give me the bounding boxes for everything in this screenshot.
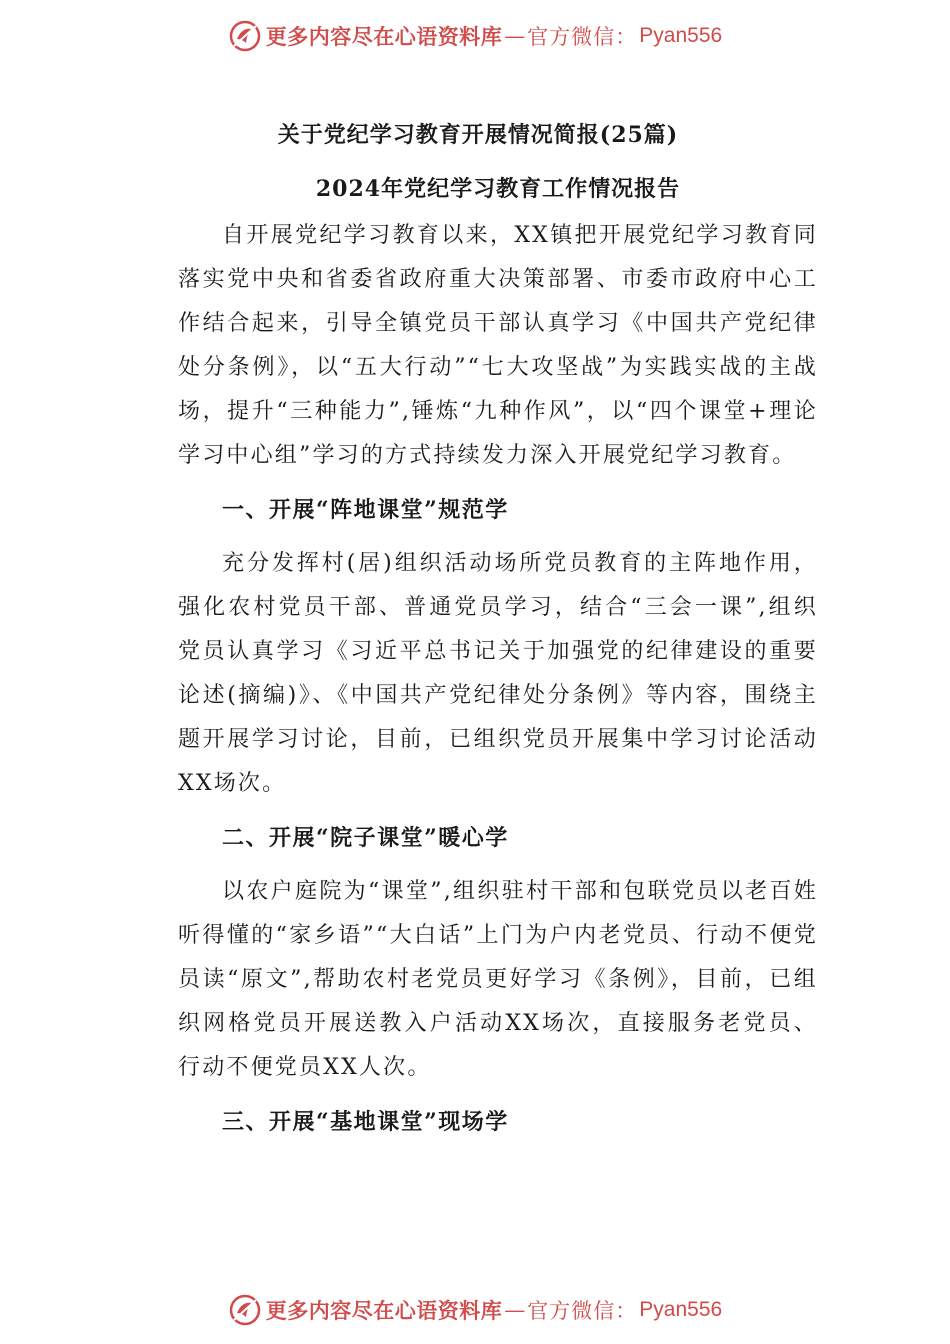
watermark-wechat-label: 官方微信： bbox=[527, 1299, 638, 1323]
section-heading-1: 一、开展“阵地课堂”规范学 bbox=[222, 497, 509, 523]
watermark-separator: — bbox=[504, 1298, 526, 1322]
watermark-brand-text: 更多内容尽在心语资料库 bbox=[265, 24, 503, 49]
brand-logo-icon bbox=[228, 19, 262, 53]
watermark-brand-text: 更多内容尽在心语资料库 bbox=[265, 1298, 503, 1323]
document-title: 关于党纪学习教育开展情况简报(25篇) bbox=[277, 122, 679, 148]
document-subtitle: 2024年党纪学习教育工作情况报告 bbox=[315, 176, 681, 202]
watermark-footer bbox=[0, 1290, 950, 1330]
document-body bbox=[178, 118, 818, 1154]
watermark-header bbox=[0, 16, 950, 56]
watermark-wechat-id: Pyan556 bbox=[639, 1298, 723, 1321]
watermark-wechat-label: 官方微信： bbox=[527, 25, 638, 49]
watermark-wechat-id: Pyan556 bbox=[639, 24, 723, 47]
section-body-2: 以农户庭院为“课堂”,组织驻村干部和包联党员以老百姓听得懂的“家乡语”“大白话”上门为户内老党员、行动不便党员读“原文”,帮助农村老党员更好学习《条例》，目前，已组织网格党员开展送教入户活动XX场次，直接服务老党员、行动不便党员XX人次。 bbox=[178, 879, 818, 1080]
intro-paragraph: 自开展党纪学习教育以来，XX镇把开展党纪学习教育同落实党中央和省委省政府重大决策部署、市委市政府中心工作结合起来，引导全镇党员干部认真学习《中国共产党纪律处分条例》，以“五大行动”“七大攻坚战”为实践实战的主战场，提升“三种能力”,锤炼“九种作风”，以“四个课堂+理论学习中心组”学习的方式持续发力深入开展党纪学习教育。 bbox=[178, 223, 818, 468]
brand-logo-icon bbox=[228, 1293, 262, 1327]
watermark-separator: — bbox=[504, 24, 526, 48]
section-heading-3: 三、开展“基地课堂”现场学 bbox=[222, 1109, 509, 1135]
section-heading-2: 二、开展“院子课堂”暖心学 bbox=[222, 825, 509, 851]
section-body-1: 充分发挥村(居)组织活动场所党员教育的主阵地作用，强化农村党员干部、普通党员学习，结合“三会一课”,组织党员认真学习《习近平总书记关于加强党的纪律建设的重要论述(摘编)》、《中国共产党纪律处分条例》等内容，围绕主题开展学习讨论，目前，已组织党员开展集中学习讨论活动XX场次。 bbox=[178, 551, 818, 796]
